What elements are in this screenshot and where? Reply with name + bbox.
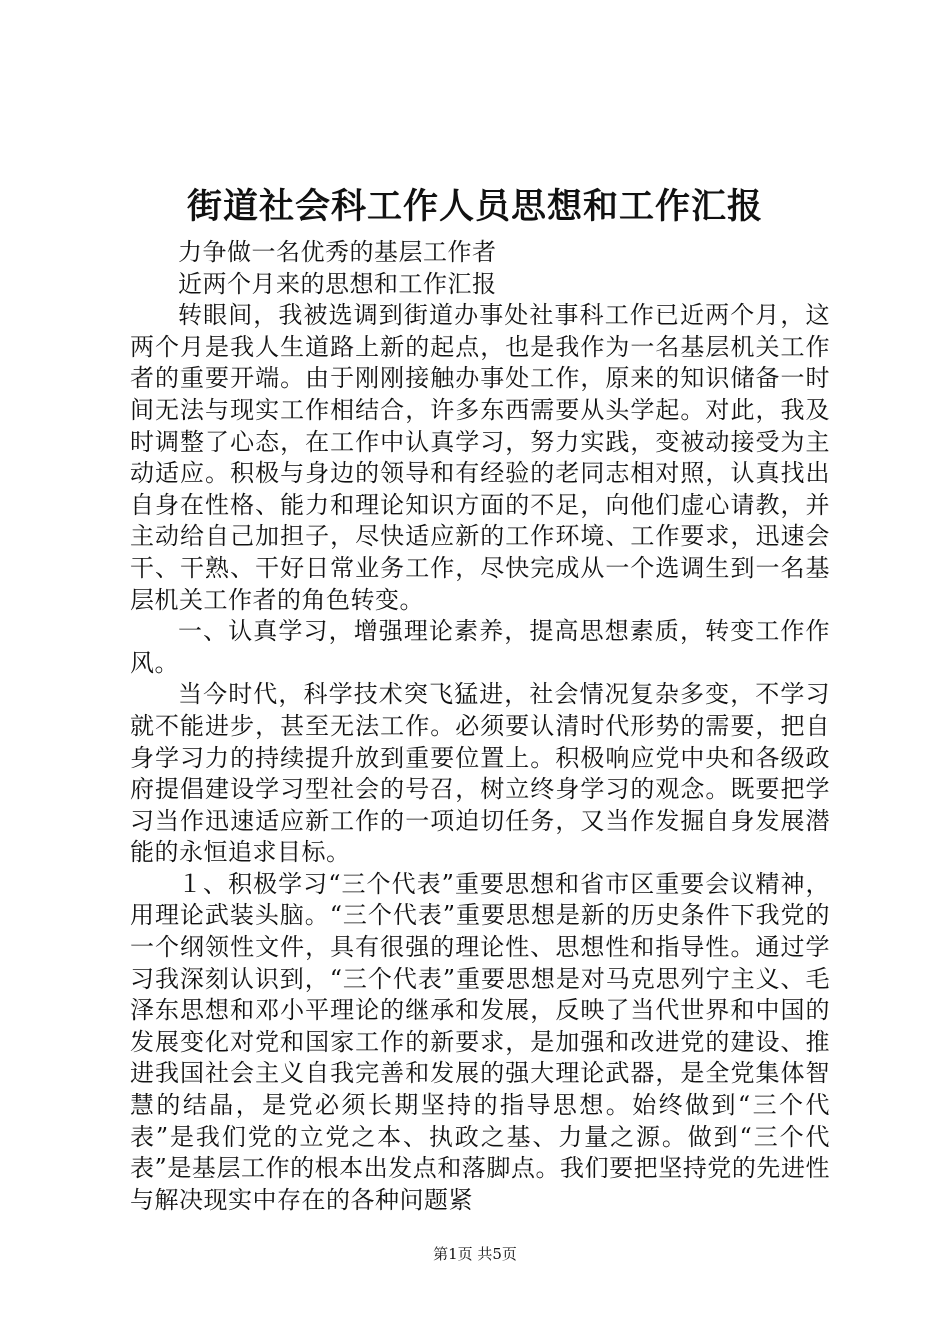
document-title: 街道社会科工作人员思想和工作汇报 [186, 186, 763, 227]
paragraph-three-represents: １、积极学习“三个代表”重要思想和省市区重要会议精神，用理论武装头脑。“三个代表”重要思想是新的历史条件下我党的一个纲领性文件，具有很强的理论性、思想性和指导性。通过学习我深刻认识到，“三个代表”重要思想是对马克思列宁主义、毛泽东思想和邓小平理论的继承和发展，反映了当代世界和中国的发展变化对党和国家工作的新要求，是加强和改进党的建设、推进我国社会主义自我完善和发展的强大理论武器，是全党集体智慧的结晶，是党必须长期坚持的指导思想。始终做到“三个代表”是我们党的立党之本、执政之基、力量之源。做到“三个代表”是基层工作的根本出发点和落脚点。我们要把坚持党的先进性与解决现实中存在的各种问题紧 [130, 869, 830, 1214]
page-number-footer: 第1页 共5页 [433, 1245, 517, 1263]
paragraph-section-one-heading: 一、认真学习，增强理论素养，提高思想素质，转变工作作风。 [130, 617, 830, 677]
document-body [130, 237, 830, 1216]
paragraph-report-heading: 近两个月来的思想和工作汇报 [178, 269, 497, 298]
paragraph-learning: 当今时代，科学技术突飞猛进，社会情况复杂多变，不学习就不能进步，甚至无法工作。必须要认清时代形势的需要，把自身学习力的持续提升放到重要位置上。积极响应党中央和各级政府提倡建设学习型社会的号召，树立终身学习的观念。既要把学习当作迅速适应新工作的一项迫切任务，又当作发掘自身发展潜能的永恒追求目标。 [130, 680, 830, 867]
paragraph-intro: 转眼间，我被选调到街道办事处社事科工作已近两个月，这两个月是我人生道路上新的起点，也是我作为一名基层机关工作者的重要开端。由于刚刚接触办事处工作，原来的知识储备一时间无法与现实工作相结合，许多东西需要从头学起。对此，我及时调整了心态，在工作中认真学习，努力实践，变被动接受为主动适应。积极与身边的领导和有经验的老同志相对照，认真找出自身在性格、能力和理论知识方面的不足，向他们虚心请教，并主动给自己加担子，尽快适应新的工作环境、工作要求，迅速会干、干熟、干好日常业务工作，尽快完成从一个选调生到一名基层机关工作者的角色转变。 [130, 301, 830, 614]
paragraph-subtitle: 力争做一名优秀的基层工作者 [178, 238, 497, 266]
